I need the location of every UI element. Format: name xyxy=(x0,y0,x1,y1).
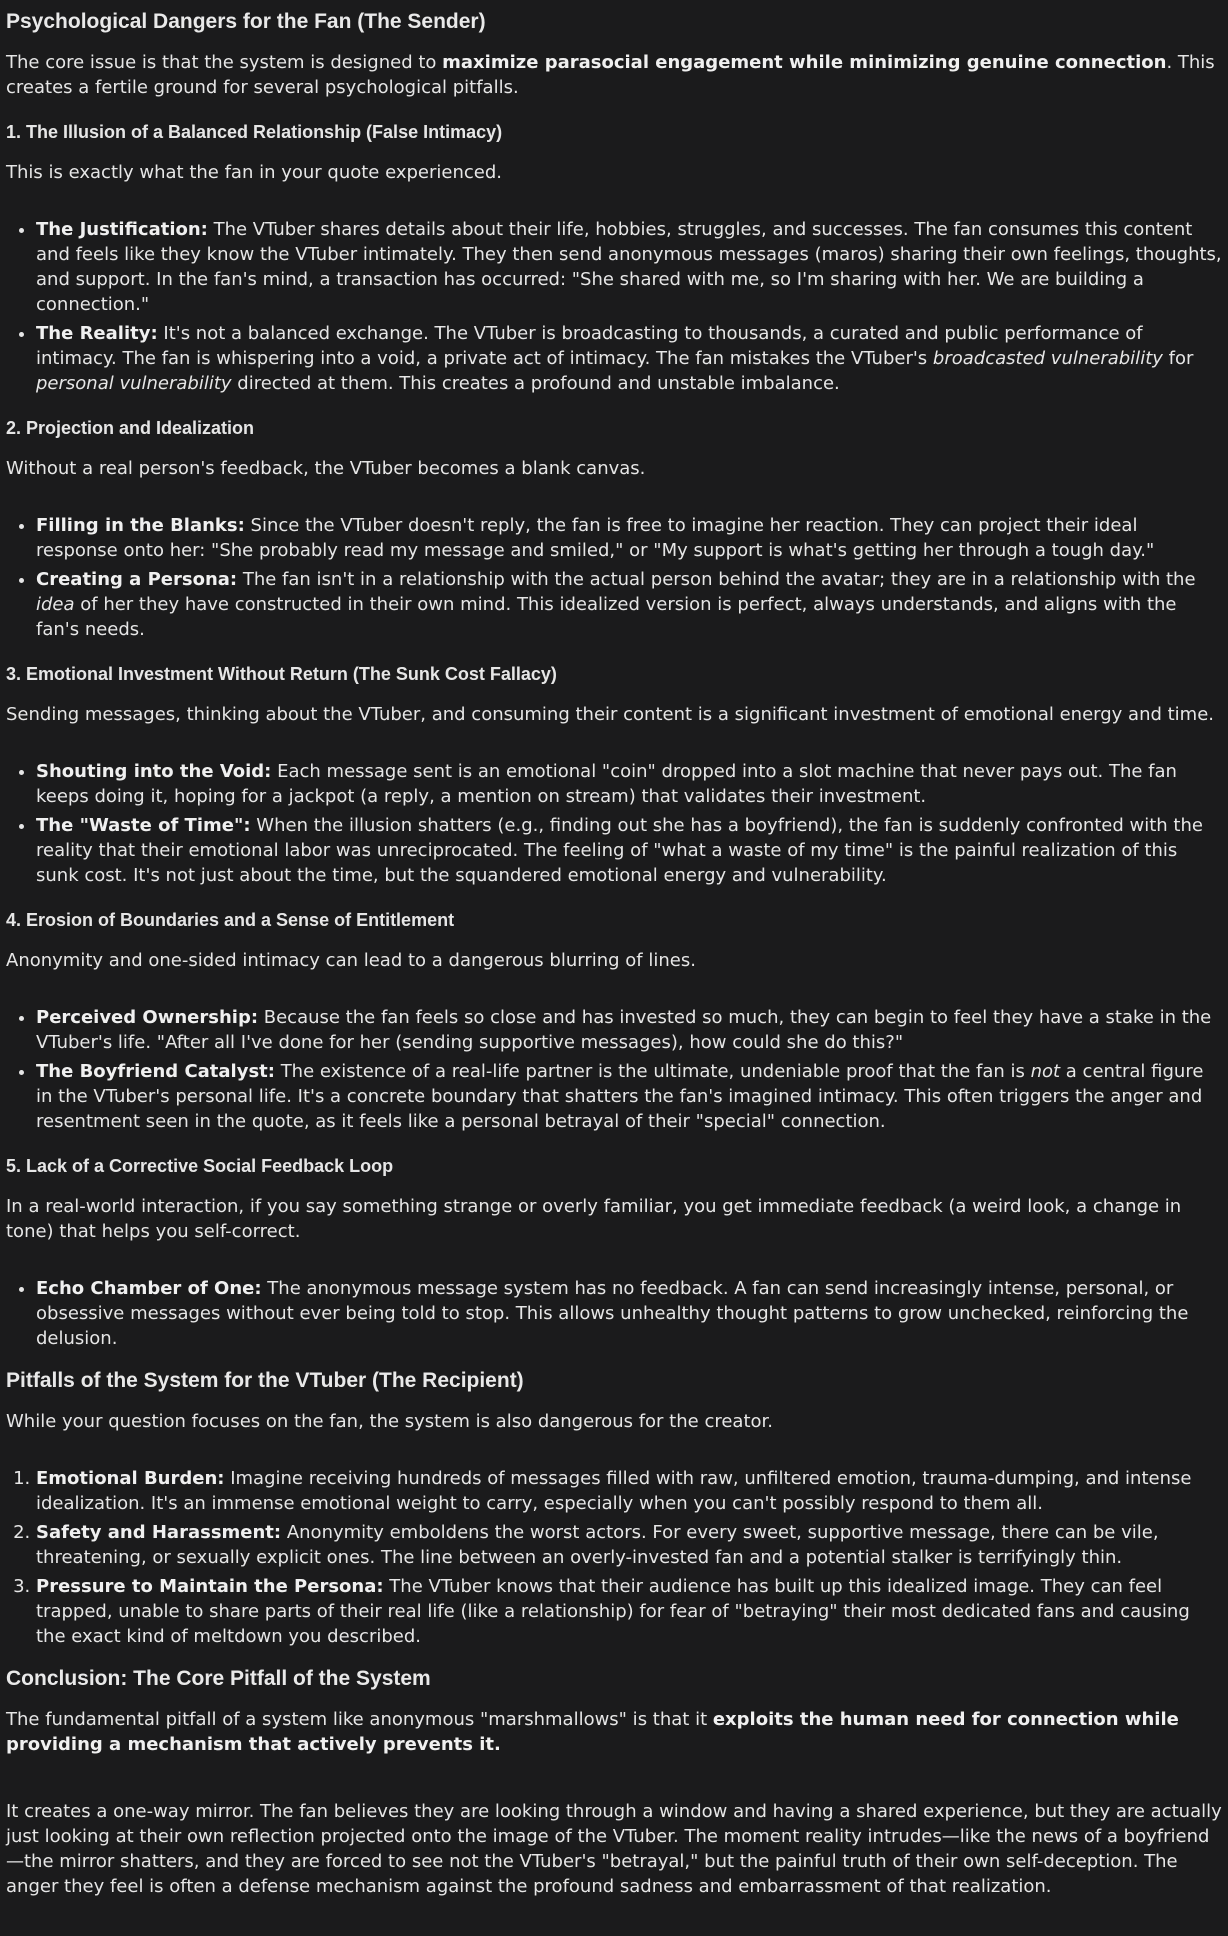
section-title-vtuber-pitfalls: Pitfalls of the System for the VTuber (The Recipient) xyxy=(6,1369,524,1392)
bullet-text: of her they have constructed in their own mind. This idealized version is perfect, always understands, and aligns with the fan's needs. xyxy=(36,594,1177,640)
subsection-lead: This is exactly what the fan in your quote experienced. xyxy=(6,162,503,183)
list-item xyxy=(36,1520,1222,1570)
bullet-label: The Reality: xyxy=(36,323,158,344)
conclusion-bold: exploits the human need for connection while providing a mechanism that actively prevents it. xyxy=(6,1709,1179,1755)
bullet-text: When the illusion shatters (e.g., finding out she has a boyfriend), the fan is suddenly confronted with the reality that their emotional labor was unreciprocated. The feeling of "what a waste of my time" is the painful realization of this sunk cost. It's not just about the time, but the squandered emotional energy and vulnerability. xyxy=(36,815,1203,886)
item-text: Anonymity emboldens the worst actors. For every sweet, supportive message, there can be vile, threatening, or sexually explicit ones. The line between an overly-invested fan and a potential stalker is terrifyingly thin. xyxy=(36,1522,1159,1568)
bullet-label: Filling in the Blanks: xyxy=(36,515,245,536)
bullet-text: Since the VTuber doesn't reply, the fan is free to imagine her reaction. They can project their ideal response onto her: "She probably read my message and smiled," or "My support is what's getting her through a tough day." xyxy=(36,515,1155,561)
intro-text-end: . This creates a fertile ground for several psychological pitfalls. xyxy=(6,52,1215,98)
bullet-list xyxy=(6,513,1222,642)
bullet-italic: personal vulnerability xyxy=(36,373,232,394)
bullet-italic: idea xyxy=(36,594,75,615)
list-item xyxy=(36,1574,1222,1649)
list-item xyxy=(36,321,1222,396)
bullet-text: The VTuber shares details about their life, hobbies, struggles, and successes. The fan consumes this content and feels like they know the VTuber intimately. They then send anonymous messages (maros) sharing their own feelings, thoughts, and support. In the fan's mind, a transaction has occurred: "She shared with me, so I'm sharing with her. We are building a connection." xyxy=(36,219,1222,315)
subsection-lead: Sending messages, thinking about the VTuber, and consuming their content is a significant investment of emotional energy and time. xyxy=(6,704,1215,725)
list-item xyxy=(36,1276,1222,1351)
bullet-text: Because the fan feels so close and has invested so much, they can begin to feel they have a stake in the VTuber's life. "After all I've done for her (sending supportive messages), how could she do this?" xyxy=(36,1007,1212,1053)
bullet-label: The Boyfriend Catalyst: xyxy=(36,1061,275,1082)
list-item xyxy=(36,1059,1222,1134)
bullet-label: The Justification: xyxy=(36,219,208,240)
fan-dangers-intro xyxy=(6,50,1222,100)
conclusion-paragraph-1 xyxy=(6,1707,1222,1757)
list-item xyxy=(36,567,1222,642)
intro-bold: maximize parasocial engagement while minimizing genuine connection xyxy=(442,52,1167,73)
subsection-lead: Anonymity and one-sided intimacy can lead to a dangerous blurring of lines. xyxy=(6,950,696,971)
bullet-label: Creating a Persona: xyxy=(36,569,238,590)
bullet-text: directed at them. This creates a profound and unstable imbalance. xyxy=(231,373,840,394)
list-item xyxy=(36,759,1222,809)
bullet-label: Echo Chamber of One: xyxy=(36,1278,262,1299)
item-label: Pressure to Maintain the Persona: xyxy=(36,1576,384,1597)
bullet-label: Perceived Ownership: xyxy=(36,1007,259,1028)
list-item xyxy=(36,1005,1222,1055)
item-text: The VTuber knows that their audience has built up this idealized image. They can feel trapped, unable to share parts of their real life (like a relationship) for fear of "betraying" their most dedicated fans and causing the exact kind of meltdown you described. xyxy=(36,1576,1190,1647)
section-title-fan-dangers: Psychological Dangers for the Fan (The Sender) xyxy=(6,10,486,33)
conclusion-text: The fundamental pitfall of a system like anonymous "marshmallows" is that it xyxy=(6,1709,713,1730)
intro-text: The core issue is that the system is designed to xyxy=(6,52,443,73)
section-title-conclusion: Conclusion: The Core Pitfall of the System xyxy=(6,1667,431,1690)
bullet-list xyxy=(6,1005,1222,1134)
item-label: Safety and Harassment: xyxy=(36,1522,282,1543)
subsection-lead: Without a real person's feedback, the VTuber becomes a blank canvas. xyxy=(6,458,646,479)
numbered-list xyxy=(6,1466,1222,1649)
item-text: Imagine receiving hundreds of messages filled with raw, unfiltered emotion, trauma-dumping, and intense idealization. It's an immense emotional weight to carry, especially when you can't possibly respond to them all. xyxy=(36,1468,1192,1514)
subsection-heading-sunk-cost: 3. Emotional Investment Without Return (The Sunk Cost Fallacy) xyxy=(6,664,557,684)
subsection-heading-boundaries: 4. Erosion of Boundaries and a Sense of Entitlement xyxy=(6,910,455,930)
subsection-heading-projection: 2. Projection and Idealization xyxy=(6,418,255,438)
conclusion-paragraph-2: It creates a one-way mirror. The fan believes they are looking through a window and having a shared experience, but they are actually just looking at their own reflection projected onto the image of the VTuber. The moment reality intrudes—like the news of a boyfriend—the mirror shatters, and they are forced to see not the VTuber's "betrayal," but the painful truth of their own self-deception. The anger they feel is often a defense mechanism against the profound sadness and embarrassment of that realization. xyxy=(6,1801,1222,1897)
list-item xyxy=(36,813,1222,888)
subsection-heading-false-intimacy: 1. The Illusion of a Balanced Relationship (False Intimacy) xyxy=(6,122,503,142)
bullet-text: It's not a balanced exchange. The VTuber is broadcasting to thousands, a curated and public performance of intimacy. The fan is whispering into a void, a private act of intimacy. The fan mistakes the VTuber's xyxy=(36,323,1143,369)
bullet-text: The existence of a real-life partner is the ultimate, undeniable proof that the fan is xyxy=(274,1061,1031,1082)
bullet-text: Each message sent is an emotional "coin" dropped into a slot machine that never pays out. The fan keeps doing it, hoping for a jackpot (a reply, a mention on stream) that validates their investment. xyxy=(36,761,1177,807)
item-label: Emotional Burden: xyxy=(36,1468,225,1489)
list-item xyxy=(36,513,1222,563)
bullet-text: a central figure in the VTuber's personal life. It's a concrete boundary that shatters the fan's imagined intimacy. This often triggers the anger and resentment seen in the quote, as it feels like a personal betrayal of their "special" connection. xyxy=(36,1061,1204,1132)
bullet-list xyxy=(6,1276,1222,1351)
bullet-list xyxy=(6,759,1222,888)
list-item xyxy=(36,217,1222,317)
bullet-text: The fan isn't in a relationship with the actual person behind the avatar; they are in a relationship with the xyxy=(237,569,1196,590)
bullet-list xyxy=(6,217,1222,396)
list-item xyxy=(36,1466,1222,1516)
vtuber-pitfalls-lead: While your question focuses on the fan, the system is also dangerous for the creator. xyxy=(6,1411,773,1432)
bullet-text: for xyxy=(1162,348,1194,369)
bullet-label: The "Waste of Time": xyxy=(36,815,251,836)
bullet-italic: broadcasted vulnerability xyxy=(932,348,1163,369)
subsection-lead: In a real-world interaction, if you say something strange or overly familiar, you get immediate feedback (a weird look, a change in tone) that helps you self-correct. xyxy=(6,1196,1182,1242)
bullet-italic: not xyxy=(1030,1061,1061,1082)
bullet-text: The anonymous message system has no feedback. A fan can send increasingly intense, personal, or obsessive messages without ever being told to stop. This allows unhealthy thought patterns to grow unchecked, reinforcing the delusion. xyxy=(36,1278,1189,1349)
bullet-label: Shouting into the Void: xyxy=(36,761,272,782)
subsection-heading-feedback-loop: 5. Lack of a Corrective Social Feedback Loop xyxy=(6,1156,394,1176)
